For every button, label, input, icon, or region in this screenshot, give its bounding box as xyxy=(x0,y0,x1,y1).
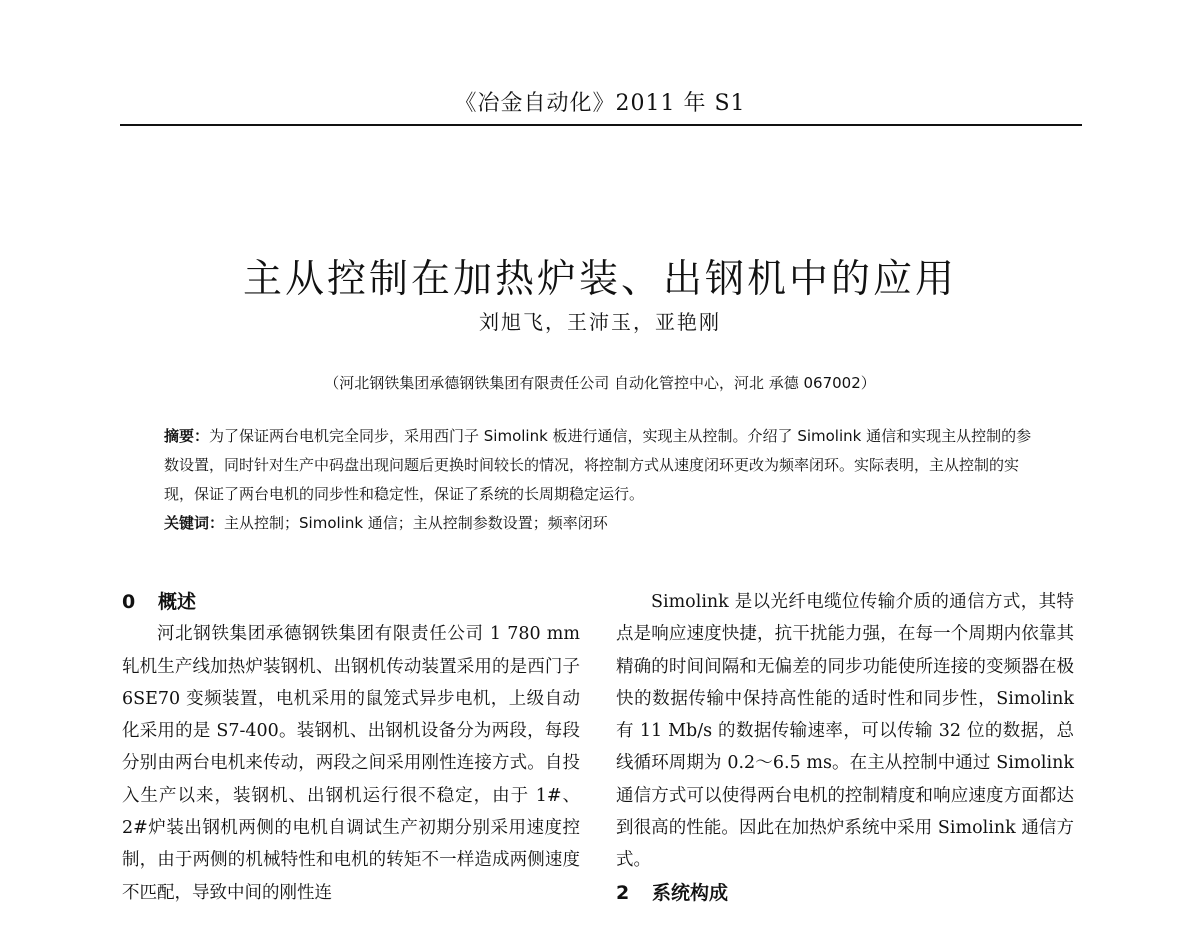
authors: 刘旭飞，王沛玉，亚艳刚 xyxy=(479,310,721,334)
right-column xyxy=(616,586,1074,909)
section-title: 系统构成 xyxy=(652,881,729,904)
abstract-body xyxy=(164,422,1044,509)
section-title: 概述 xyxy=(158,591,197,613)
header-rule xyxy=(120,124,1082,126)
abstract-text: 为了保证两台电机完全同步，采用西门子 Simolink 板进行通信，实现主从控制。介绍了 Simolink 通信和实现主从控制的参数设置，同时针对生产中码盘出现问题后更换时间较长的情况，将控制方式从速度闭环更改为频率闭环。实际表明，主从控制的实现，保证了两台电机的同步性和稳定性，保证了系统的长周期稳定运行。 xyxy=(164,427,1032,503)
section-number: 0 xyxy=(122,591,136,613)
section-number: 2 xyxy=(616,881,630,904)
keywords-text: 主从控制；Simolink 通信；主从控制参数设置；频率闭环 xyxy=(224,514,608,532)
simolink-paragraph: Simolink 是以光纤电缆位传输介质的通信方式，其特点是响应速度快捷，抗干扰能力强，在每一个周期内依靠其精确的时间间隔和无偏差的同步功能使所连接的变频器在极快的数据传输中保持高性能的适时性和同步性，Simolink 有 11 Mb/s 的数据传输速率，可以传输 32 位的数据，总线循环周期为 0.2～6.5 ms。在主从控制中通过 Simolink 通信方式可以使得两台电机的控制精度和响应速度方面都达到很高的性能。因此在加热炉系统中采用 Simolink 通信方式。 xyxy=(616,592,1074,871)
section-heading-0 xyxy=(122,586,580,618)
abstract-label: 摘要： xyxy=(164,427,210,445)
section-heading-2 xyxy=(616,877,1074,909)
paper-title: 主从控制在加热炉装、出钢机中的应用 xyxy=(242,257,957,303)
keywords-label: 关键词： xyxy=(164,514,225,532)
overview-paragraph: 河北钢铁集团承德钢铁集团有限责任公司 1 780 mm轧机生产线加热炉装钢机、出钢机传动装置采用的是西门子 6SE70 变频装置，电机采用的鼠笼式异步电机，上级自动化采用的是 S7-400。装钢机、出钢机设备分为两段，每段分别由两台电机来传动，两段之间采用刚性连接方式。自投入生产以来，装钢机、出钢机运行很不稳定，由于 1#、2#炉装出钢机两侧的电机自调试生产初期分别采用速度控制，由于两侧的机械特性和电机的转矩不一样造成两侧速度不匹配，导致中间的刚性连 xyxy=(122,624,580,903)
abstract xyxy=(164,422,1044,538)
keywords xyxy=(164,509,1044,538)
journal-header: 《冶金自动化》2011 年 S1 xyxy=(454,91,746,116)
left-column xyxy=(122,586,580,909)
affiliation: （河北钢铁集团承德钢铁集团有限责任公司 自动化管控中心，河北 承德 067002） xyxy=(324,374,876,392)
